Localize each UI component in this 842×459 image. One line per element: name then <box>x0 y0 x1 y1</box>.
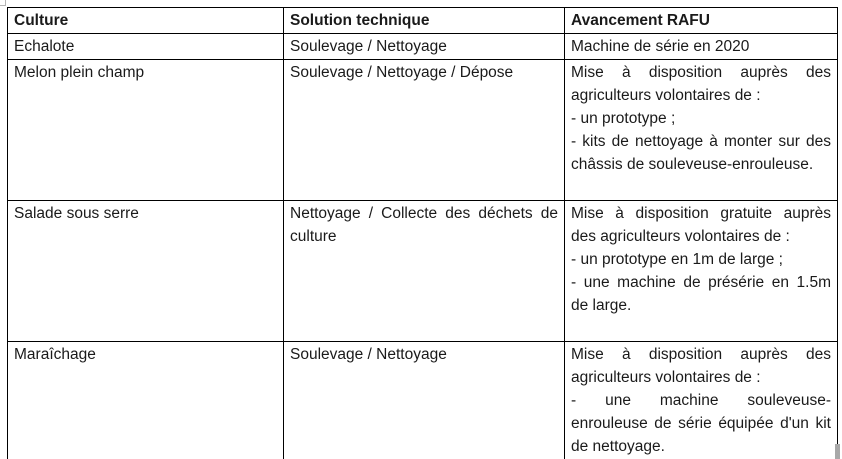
header-cell-solution: Solution technique <box>284 8 565 34</box>
cell-avancement <box>565 201 838 342</box>
cell-solution <box>284 34 565 60</box>
table-row-melon <box>8 60 838 201</box>
cell-text: Melon plein champ <box>14 64 145 81</box>
cell-text: - un prototype ; <box>571 110 676 127</box>
cell-avancement <box>565 342 838 459</box>
cell-text: Machine de série en 2020 <box>571 38 750 55</box>
table-move-handle[interactable] <box>0 0 6 6</box>
cell-culture <box>8 201 284 342</box>
cell-solution <box>284 201 565 342</box>
cell-solution <box>284 342 565 459</box>
cell-text: Salade sous serre <box>14 205 139 222</box>
cell-culture <box>8 342 284 459</box>
cell-culture <box>8 34 284 60</box>
header-row <box>8 8 838 34</box>
table-row-maraichage <box>8 342 838 459</box>
header-cell-culture: Culture <box>8 8 284 34</box>
cell-avancement <box>565 60 838 201</box>
cell-text: Soulevage / Nettoyage / Dépose <box>290 64 514 81</box>
rafu-table <box>7 7 838 459</box>
cell-text: Maraîchage <box>14 346 96 363</box>
table-row-salade <box>8 201 838 342</box>
table-resize-handle[interactable] <box>835 444 840 459</box>
cell-text: - une machine de présérie en 1.5m de large. <box>571 274 831 314</box>
header-cell-avancement: Avancement RAFU <box>565 8 838 34</box>
cell-text: Soulevage / Nettoyage <box>290 38 447 55</box>
cell-text: - un prototype en 1m de large ; <box>571 251 783 268</box>
cell-text: Soulevage / Nettoyage <box>290 346 447 363</box>
cell-text: Mise à disposition auprès des agriculteurs volontaires de : <box>571 64 831 104</box>
cell-text: Echalote <box>14 38 75 55</box>
cell-text: Mise à disposition auprès des agriculteurs volontaires de : <box>571 346 831 386</box>
cell-text: Mise à disposition gratuite auprès des agriculteurs volontaires de : <box>571 205 831 245</box>
cell-solution <box>284 60 565 201</box>
cell-text: - kits de nettoyage à monter sur des châssis de souleveuse-enrouleuse. <box>571 133 831 173</box>
cell-avancement <box>565 34 838 60</box>
cell-culture <box>8 60 284 201</box>
table-row-echalote <box>8 34 838 60</box>
cell-text: Nettoyage / Collecte des déchets de culture <box>290 205 558 245</box>
cell-text: - une machine souleveuse-enrouleuse de série équipée d'un kit de nettoyage. <box>571 392 831 455</box>
